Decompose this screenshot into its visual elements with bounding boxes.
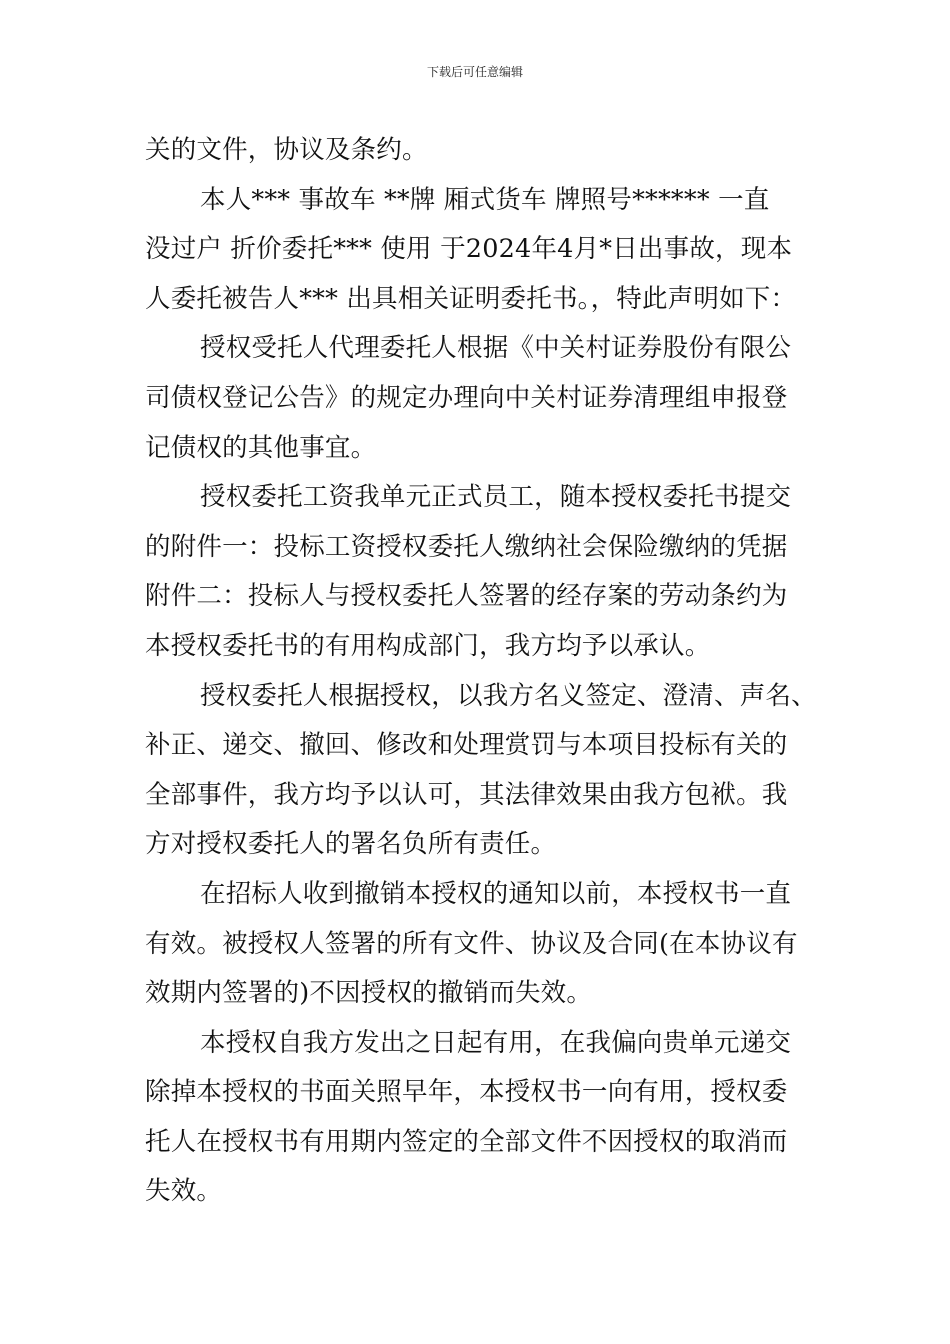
text-line: 司债权登记公告》的规定办理向中关村证券清理组申报登 <box>145 382 788 413</box>
page-header-note: 下载后可任意编辑 <box>426 65 523 79</box>
text-line: 效期内签署的)不因授权的撤销而失效。 <box>145 978 593 1009</box>
text-line: 本授权自我方发出之日起有用，在我偏向贵单元递交 <box>200 1027 792 1058</box>
text-line: 有效。被授权人签署的所有文件、协议及合同(在本协议有 <box>145 928 798 959</box>
text-line: 补正、递交、撤回、修改和处理赏罚与本项目投标有关的 <box>145 730 788 761</box>
text-line: 的附件一：投标工资授权委托人缴纳社会保险缴纳的凭据 <box>145 531 788 562</box>
text-line: 人委托被告人*** 出具相关证明委托书。，特此声明如下： <box>145 283 797 314</box>
text-line: 关的文件，协议及条约。 <box>145 135 428 165</box>
text-line: 附件二：投标人与授权委托人签署的经存案的劳动条约为 <box>145 581 788 612</box>
text-line: 本人*** 事故车 **牌 厢式货车 牌照号****** 一直 <box>200 184 770 215</box>
text-line: 全部事件，我方均予以认可，其法律效果由我方包袱。我 <box>145 779 788 810</box>
text-line: 记债权的其他事宜。 <box>145 432 377 463</box>
text-line: 除掉本授权的书面关照早年，本授权书一向有用，授权委 <box>145 1077 788 1108</box>
text-line: 没过户 折价委托*** 使用 于2024年4月*日出事故，现本 <box>145 234 793 265</box>
text-line: 授权委托工资我单元正式员工，随本授权委托书提交 <box>200 482 792 513</box>
text-line: 托人在授权书有用期内签定的全部文件不因授权的取消而 <box>145 1126 788 1157</box>
text-line: 授权委托人根据授权，以我方名义签定、澄清、声名、 <box>200 680 817 711</box>
text-line: 方对授权委托人的署名负所有责任。 <box>145 829 557 860</box>
text-line: 在招标人收到撤销本授权的通知以前，本授权书一直 <box>200 878 792 909</box>
text-line: 失效。 <box>145 1176 223 1207</box>
text-line: 授权受托人代理委托人根据《中关村证券股份有限公 <box>200 333 792 364</box>
text-line: 本授权委托书的有用构成部门，我方均予以承认。 <box>145 630 711 661</box>
document-body <box>145 126 817 1217</box>
